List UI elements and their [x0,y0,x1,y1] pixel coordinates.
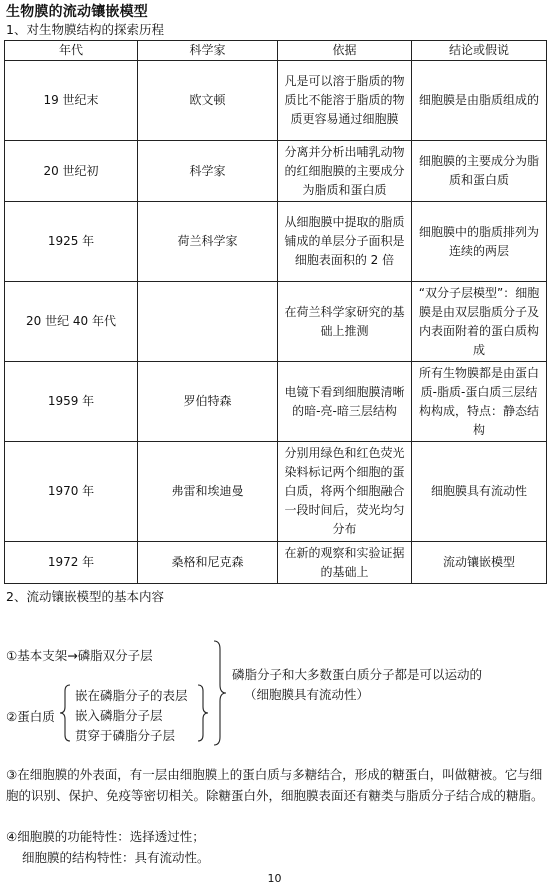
cell-basis: 电镜下看到细胞膜清晰的暗-亮-暗三层结构 [278,362,412,442]
cell-basis: 分别用绿色和红色荧光染料标记两个细胞的蛋白质，将两个细胞融合一段时间后，荧光均匀分布 [278,442,412,542]
page-title: 生物膜的流动镶嵌模型 [6,4,148,20]
model-item-2-label: ②蛋白质 [6,709,55,724]
paragraph-function-property: ④细胞膜的功能特性：选择透过性； [6,829,205,844]
cell-era: 1959 年 [5,362,138,442]
section-1-heading: 1、对生物膜结构的探索历程 [6,22,164,37]
protein-sub-2: 嵌入磷脂分子层 [75,708,163,723]
cell-basis: 在荷兰科学家研究的基础上推测 [278,282,412,362]
paragraph-structure-property: 细胞膜的结构特性：具有流动性。 [22,850,210,865]
table-row [5,141,547,202]
history-table [4,40,547,584]
cell-conclusion: 细胞膜中的脂质排列为连续的两层 [412,202,547,282]
cell-basis: 在新的观察和实验证据的基础上 [278,542,412,584]
cell-era: 1972 年 [5,542,138,584]
cell-scientist: 荷兰科学家 [138,202,278,282]
table-row [5,362,547,442]
table-row [5,202,547,282]
right-brace-small-icon [196,684,210,742]
cell-conclusion: 细胞膜具有流动性 [412,442,547,542]
paragraph-glycocalyx: ③在细胞膜的外表面，有一层由细胞膜上的蛋白质与多糖结合，形成的糖蛋白，叫做糖被。它与细胞的识别、保护、免疫等密切相关。除糖蛋白外，细胞膜表面还有糖类与脂质分子结合成的糖脂。 [6,767,544,803]
header-scientist: 科学家 [138,41,278,61]
cell-scientist: 弗雷和埃迪曼 [138,442,278,542]
cell-basis: 从细胞膜中提取的脂质铺成的单层分子面积是细胞表面积的 2 倍 [278,202,412,282]
table-row [5,542,547,584]
protein-sub-3: 贯穿于磷脂分子层 [75,728,176,743]
section-2-heading: 2、流动镶嵌模型的基本内容 [6,589,164,604]
model-summary-line-2: （细胞膜具有流动性） [244,687,370,702]
table-header-row [5,41,547,61]
cell-scientist: 桑格和尼克森 [138,542,278,584]
table-row [5,61,547,141]
model-summary-line-1: 磷脂分子和大多数蛋白质分子都是可以运动的 [232,667,483,682]
cell-era: 20 世纪初 [5,141,138,202]
cell-basis: 分离并分析出哺乳动物的红细胞膜的主要成分为脂质和蛋白质 [278,141,412,202]
model-item-1: ①基本支架→磷脂双分子层 [6,648,153,663]
header-conclusion: 结论或假说 [412,41,547,61]
cell-conclusion: 流动镶嵌模型 [412,542,547,584]
cell-scientist: 罗伯特森 [138,362,278,442]
cell-scientist [138,282,278,362]
cell-scientist: 科学家 [138,141,278,202]
cell-era: 20 世纪 40 年代 [5,282,138,362]
table-row [5,442,547,542]
protein-sub-1: 嵌在磷脂分子的表层 [75,688,188,703]
cell-era: 1970 年 [5,442,138,542]
cell-conclusion: 所有生物膜都是由蛋白质-脂质-蛋白质三层结构构成，特点：静态结构 [412,362,547,442]
header-basis: 依据 [278,41,412,61]
cell-basis: 凡是可以溶于脂质的物质比不能溶于脂质的物质更容易通过细胞膜 [278,61,412,141]
cell-conclusion: “双分子层模型”：细胞膜是由双层脂质分子及内表面附着的蛋白质构成 [412,282,547,362]
header-era: 年代 [5,41,138,61]
cell-era: 19 世纪末 [5,61,138,141]
page-number: 10 [267,872,282,885]
right-brace-large-icon [212,640,228,746]
table-row [5,282,547,362]
cell-conclusion: 细胞膜的主要成分为脂质和蛋白质 [412,141,547,202]
cell-era: 1925 年 [5,202,138,282]
cell-conclusion: 细胞膜是由脂质组成的 [412,61,547,141]
cell-scientist: 欧文顿 [138,61,278,141]
left-brace-icon [58,684,72,742]
